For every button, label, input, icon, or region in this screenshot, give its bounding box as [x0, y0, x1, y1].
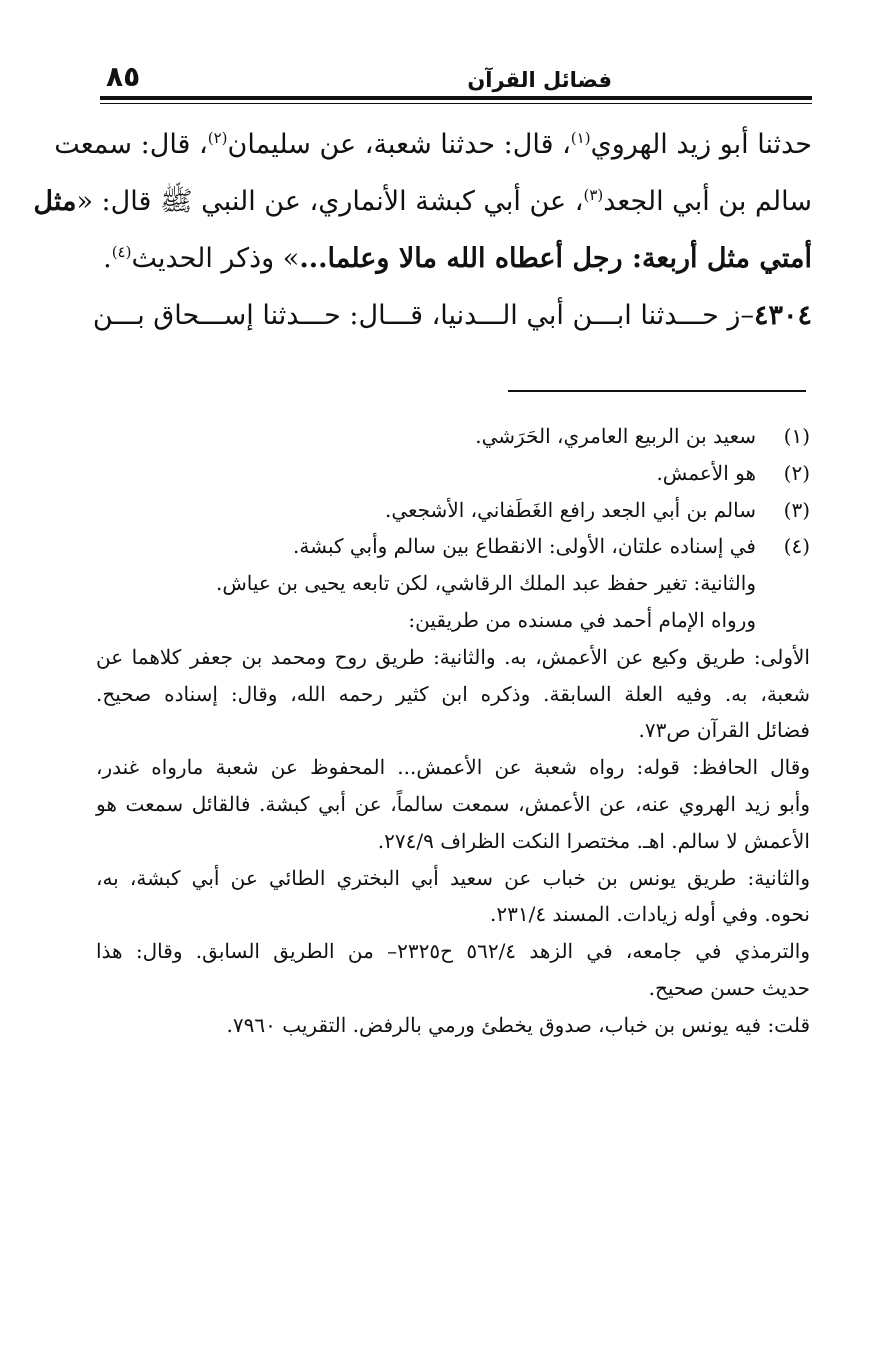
- text-run: ، قال: سمعت: [54, 129, 208, 160]
- footnote-4: [96, 528, 810, 565]
- footnote-4-line: الأولى: طريق وكيع عن الأعمش، به. والثانية: طريق روح ومحمد بن جعفر كلاهما عن: [96, 644, 810, 669]
- footnote-number: (٣): [783, 497, 810, 522]
- footnote-4-line: قلت: فيه يونس بن خباب، صدوق يخطئ ورمي بالرفض. التقريب ٧٩٦٠.: [226, 1012, 810, 1037]
- footnote-3: [96, 492, 810, 529]
- text-run: .: [103, 243, 112, 274]
- footnote-ref-3: (٣): [583, 186, 604, 204]
- page-number: ٨٥: [106, 60, 141, 93]
- footnote-ref-2: (٢): [207, 129, 228, 147]
- footnote-ref-1: (١): [570, 129, 591, 147]
- footnote-4-line: والترمذي في جامعه، في الزهد ٥٦٢/٤ ح٢٣٢٥– من الطريق السابق. وقال: هذا: [96, 939, 810, 964]
- footnote-4-line: وقال الحافظ: قوله: رواه شعبة عن الأعمش... المحفوظ عن شعبة مارواه غندر،: [96, 755, 810, 780]
- hadith-text-bold: مثل: [33, 186, 77, 217]
- footnote-text: في إسناده علتان، الأولى: الانقطاع بين سالم وأبي كبشة.: [293, 534, 756, 559]
- text-run: سالم بن أبي الجعد: [603, 186, 812, 217]
- running-title: فضائل القرآن: [467, 68, 612, 92]
- footnote-4-line: حديث حسن صحيح.: [648, 975, 810, 1000]
- footnote-4-line: فضائل القرآن ص٧٣.: [638, 718, 810, 743]
- footnote-text: سعيد بن الربيع العامري، الحَرَشي.: [475, 424, 756, 448]
- footnote-number: (٢): [783, 460, 810, 485]
- hadith-number: ٤٣٠٤: [753, 300, 812, 331]
- hadith-text-bold: أمتي مثل أربعة: رجل أعطاه الله مالا وعلما...: [299, 243, 812, 274]
- footnote-4-line: نحوه. وفي أوله زيادات. المسند ٢٣١/٤.: [490, 902, 810, 927]
- footnote-text: هو الأعمش.: [656, 460, 756, 485]
- main-line-4: [92, 287, 812, 344]
- footnote-1: [96, 418, 810, 455]
- main-line-1: [54, 116, 812, 173]
- text-run: –ز حـــدثنا ابـــن أبي الـــدنيا، قـــال: حـــدثنا إســـحاق بـــن: [92, 300, 754, 331]
- footnote-4-line: الأعمش لا سالم. اهـ. مختصرا النكت الظراف ٢٧٤/٩.: [377, 828, 810, 853]
- text-run: ، عن أبي كبشة الأنماري، عن النبي ﷺ قال: «: [76, 186, 584, 217]
- footnote-number: (١): [783, 424, 810, 448]
- footnotes: [96, 418, 810, 1044]
- text-run: ، قال: حدثنا شعبة، عن سليمان: [227, 129, 571, 160]
- footnote-4-line: والثانية: تغير حفظ عبد الملك الرقاشي، لكن تابعه يحيى بن عياش.: [216, 571, 756, 596]
- main-text: [33, 116, 812, 344]
- header-rule-thick: [100, 96, 812, 100]
- text-run: » وذكر الحديث: [131, 243, 300, 274]
- text-run: حدثنا أبو زيد الهروي: [590, 129, 812, 160]
- footnote-2: [96, 455, 810, 492]
- page-header: [100, 58, 812, 98]
- footnote-4-line: وأبو زيد الهروي عنه، عن الأعمش، سمعت سالماً، عن أبي كبشة. فالقائل سمعت هو: [96, 791, 810, 816]
- header-rule-thin: [100, 103, 812, 104]
- footnote-4-line: شعبة، به. وفيه العلة السابقة. وذكره ابن كثير رحمه الله، وقال: إسناده صحيح.: [96, 681, 810, 706]
- main-line-3: [100, 230, 812, 287]
- footnote-4-line: والثانية: طريق يونس بن خباب عن سعيد أبي البختري الطائي عن أبي كبشة، به،: [96, 865, 810, 890]
- footnote-separator: [508, 390, 806, 392]
- footnote-4-line: ورواه الإمام أحمد في مسنده من طريقين:: [408, 607, 756, 632]
- main-line-2: [33, 173, 812, 230]
- footnote-number: (٤): [783, 534, 810, 559]
- footnote-ref-4: (٤): [111, 243, 132, 261]
- footnote-text: سالم بن أبي الجعد رافع الغَطَفاني، الأشجعي.: [384, 497, 756, 522]
